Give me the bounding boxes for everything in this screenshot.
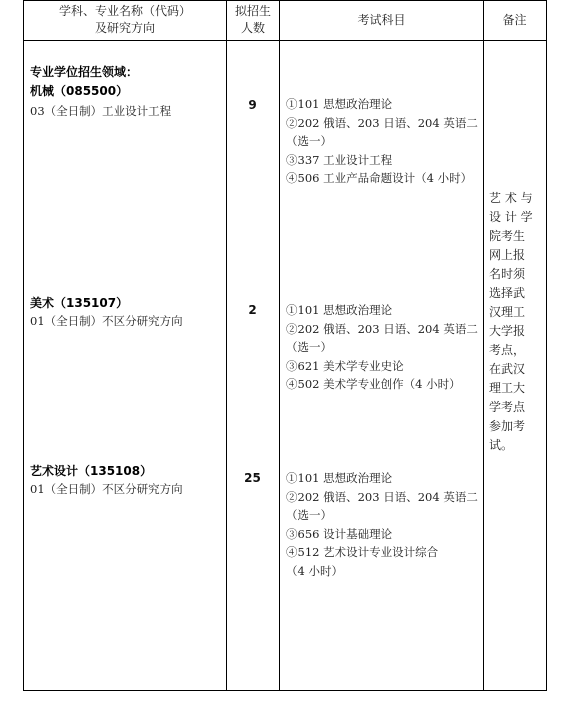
quota-fine-arts: 2 [248, 303, 257, 317]
remarks-line: 试。 [489, 438, 514, 452]
program-name-mechanical: 机械（085500） [30, 84, 129, 98]
header-quota-line2: 人数 [240, 21, 265, 35]
header-major [24, 3, 226, 37]
program-direction-mechanical: 03（全日制）工业设计工程 [30, 104, 172, 118]
program-direction-art-design: 01（全日制）不区分研究方向 [30, 482, 183, 496]
quota-mechanical: 9 [248, 98, 257, 112]
remarks-line: 选择武 [489, 286, 526, 300]
remarks-line: 名时须 [489, 267, 526, 281]
remarks-line: 设 计 学 [489, 210, 533, 224]
subject-line: （4 小时） [286, 563, 343, 578]
column-divider-3 [483, 0, 484, 691]
remarks-note [489, 189, 541, 455]
subject-line: ④506 工业产品命题设计（4 小时） [286, 171, 473, 185]
table-top-rule [23, 0, 546, 1]
subject-line: ①101 思想政治理论 [286, 303, 393, 317]
program-direction-fine-arts: 01（全日制）不区分研究方向 [30, 314, 183, 328]
subject-line: ①101 思想政治理论 [286, 471, 393, 485]
subject-line: ②202 俄语、203 日语、204 英语二 [286, 321, 478, 336]
subject-line: （选一） [286, 340, 332, 354]
header-subjects: 考试科目 [357, 13, 406, 27]
remarks-line: 学考点 [489, 400, 526, 414]
header-quota-line1: 拟招生 [234, 4, 271, 18]
subject-line: （选一） [286, 134, 332, 148]
subject-line: ④512 艺术设计专业设计综合 [286, 545, 439, 559]
program-name-fine-arts: 美术（135107） [30, 296, 129, 310]
remarks-line: 院考生 [489, 229, 526, 243]
header-remarks: 备注 [502, 13, 527, 27]
header-rule [23, 40, 546, 41]
subjects-art-design [286, 469, 482, 580]
header-major-line2: 及研究方向 [94, 21, 155, 35]
subject-line: ③621 美术学专业史论 [286, 358, 404, 373]
subject-line: （选一） [286, 508, 332, 522]
remarks-line: 理工大 [489, 381, 526, 395]
header-major-line1: 学科、专业名称（代码） [58, 4, 191, 18]
subject-line: ①101 思想政治理论 [286, 97, 393, 111]
professional-degree-heading: 专业学位招生领域： [30, 65, 139, 79]
subjects-mechanical [286, 95, 482, 188]
subject-line: ③337 工业设计工程 [286, 152, 393, 167]
remarks-line: 参加考 [489, 419, 526, 433]
remarks-line: 大学报 [489, 324, 526, 338]
header-quota [227, 3, 279, 37]
program-name-art-design: 艺术设计（135108） [30, 464, 153, 478]
remarks-line: 考点， [489, 343, 526, 357]
subject-line: ③656 设计基础理论 [286, 526, 393, 541]
subject-line: ④502 美术学专业创作（4 小时） [286, 377, 461, 391]
remarks-line: 在武汉 [489, 362, 526, 376]
remarks-line: 艺 术 与 [489, 191, 533, 205]
quota-art-design: 25 [244, 471, 261, 485]
subject-line: ②202 俄语、203 日语、204 英语二 [286, 115, 478, 130]
subjects-fine-arts [286, 301, 482, 394]
remarks-line: 网上报 [489, 248, 526, 262]
subject-line: ②202 俄语、203 日语、204 英语二 [286, 489, 478, 504]
column-divider-2 [279, 0, 280, 691]
remarks-line: 汉理工 [489, 305, 526, 319]
